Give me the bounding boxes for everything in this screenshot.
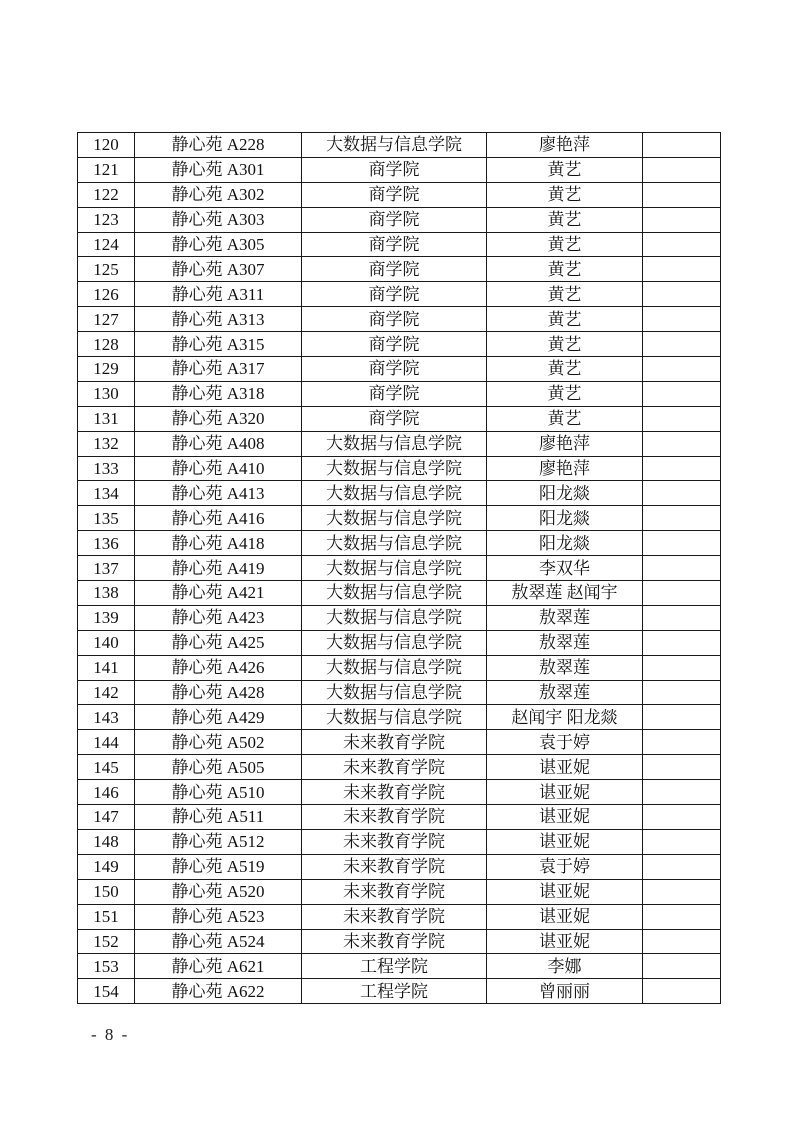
responsible-person-cell: 敖翠莲 <box>487 680 643 705</box>
dorm-room-cell: 静心苑 A621 <box>135 954 302 979</box>
responsible-person-cell: 敖翠莲 <box>487 605 643 630</box>
note-cell <box>643 207 721 232</box>
responsible-person-cell: 黄艺 <box>487 157 643 182</box>
row-number-cell: 152 <box>78 929 135 954</box>
responsible-person-cell: 谌亚妮 <box>487 904 643 929</box>
college-cell: 商学院 <box>302 357 487 382</box>
row-number-cell: 126 <box>78 282 135 307</box>
dorm-room-cell: 静心苑 A511 <box>135 805 302 830</box>
responsible-person-cell: 敖翠莲 <box>487 655 643 680</box>
row-number-cell: 146 <box>78 780 135 805</box>
dorm-room-cell: 静心苑 A429 <box>135 705 302 730</box>
college-cell: 大数据与信息学院 <box>302 680 487 705</box>
dorm-room-cell: 静心苑 A428 <box>135 680 302 705</box>
row-number-cell: 134 <box>78 481 135 506</box>
note-cell <box>643 282 721 307</box>
college-cell: 商学院 <box>302 381 487 406</box>
responsible-person-cell: 廖艳萍 <box>487 133 643 158</box>
dorm-room-cell: 静心苑 A502 <box>135 730 302 755</box>
responsible-person-cell: 谌亚妮 <box>487 805 643 830</box>
table-row <box>78 506 721 531</box>
note-cell <box>643 182 721 207</box>
note-cell <box>643 780 721 805</box>
college-cell: 商学院 <box>302 332 487 357</box>
row-number-cell: 139 <box>78 605 135 630</box>
row-number-cell: 128 <box>78 332 135 357</box>
row-number-cell: 138 <box>78 581 135 606</box>
responsible-person-cell: 黄艺 <box>487 282 643 307</box>
dorm-room-cell: 静心苑 A311 <box>135 282 302 307</box>
row-number-cell: 125 <box>78 257 135 282</box>
responsible-person-cell: 李双华 <box>487 556 643 581</box>
college-cell: 大数据与信息学院 <box>302 655 487 680</box>
table-row <box>78 979 721 1004</box>
college-cell: 未来教育学院 <box>302 730 487 755</box>
dorm-room-cell: 静心苑 A512 <box>135 829 302 854</box>
responsible-person-cell: 袁于婷 <box>487 730 643 755</box>
note-cell <box>643 854 721 879</box>
table-row <box>78 406 721 431</box>
college-cell: 大数据与信息学院 <box>302 556 487 581</box>
row-number-cell: 122 <box>78 182 135 207</box>
note-cell <box>643 929 721 954</box>
dorm-room-cell: 静心苑 A228 <box>135 133 302 158</box>
row-number-cell: 124 <box>78 232 135 257</box>
college-cell: 未来教育学院 <box>302 805 487 830</box>
note-cell <box>643 730 721 755</box>
responsible-person-cell: 黄艺 <box>487 232 643 257</box>
responsible-person-cell: 赵闻宇 阳龙燚 <box>487 705 643 730</box>
table-row <box>78 133 721 158</box>
dorm-room-cell: 静心苑 A519 <box>135 854 302 879</box>
college-cell: 未来教育学院 <box>302 879 487 904</box>
note-cell <box>643 605 721 630</box>
college-cell: 大数据与信息学院 <box>302 630 487 655</box>
note-cell <box>643 357 721 382</box>
college-cell: 商学院 <box>302 182 487 207</box>
dorm-room-cell: 静心苑 A408 <box>135 431 302 456</box>
responsible-person-cell: 黄艺 <box>487 381 643 406</box>
table-row <box>78 904 721 929</box>
college-cell: 未来教育学院 <box>302 780 487 805</box>
dorm-room-cell: 静心苑 A320 <box>135 406 302 431</box>
dorm-room-cell: 静心苑 A520 <box>135 879 302 904</box>
college-cell: 未来教育学院 <box>302 854 487 879</box>
row-number-cell: 142 <box>78 680 135 705</box>
note-cell <box>643 257 721 282</box>
college-cell: 大数据与信息学院 <box>302 531 487 556</box>
row-number-cell: 120 <box>78 133 135 158</box>
row-number-cell: 136 <box>78 531 135 556</box>
dorm-room-cell: 静心苑 A523 <box>135 904 302 929</box>
page-number: - 8 - <box>91 1025 130 1044</box>
table-row <box>78 755 721 780</box>
responsible-person-cell: 黄艺 <box>487 257 643 282</box>
note-cell <box>643 431 721 456</box>
dorm-room-cell: 静心苑 A416 <box>135 506 302 531</box>
table-body <box>78 133 721 1004</box>
table-row <box>78 431 721 456</box>
responsible-person-cell: 曾丽丽 <box>487 979 643 1004</box>
college-cell: 商学院 <box>302 207 487 232</box>
row-number-cell: 151 <box>78 904 135 929</box>
responsible-person-cell: 黄艺 <box>487 207 643 232</box>
table-row <box>78 879 721 904</box>
row-number-cell: 145 <box>78 755 135 780</box>
dorm-room-cell: 静心苑 A418 <box>135 531 302 556</box>
college-cell: 大数据与信息学院 <box>302 481 487 506</box>
responsible-person-cell: 黄艺 <box>487 332 643 357</box>
dorm-room-cell: 静心苑 A426 <box>135 655 302 680</box>
dorm-assignment-table <box>77 132 721 1004</box>
table-row <box>78 307 721 332</box>
table-row <box>78 332 721 357</box>
responsible-person-cell: 谌亚妮 <box>487 879 643 904</box>
table-row <box>78 954 721 979</box>
dorm-room-cell: 静心苑 A622 <box>135 979 302 1004</box>
table-row <box>78 556 721 581</box>
row-number-cell: 137 <box>78 556 135 581</box>
row-number-cell: 135 <box>78 506 135 531</box>
dorm-room-cell: 静心苑 A413 <box>135 481 302 506</box>
responsible-person-cell: 谌亚妮 <box>487 755 643 780</box>
note-cell <box>643 680 721 705</box>
row-number-cell: 147 <box>78 805 135 830</box>
table-row <box>78 157 721 182</box>
row-number-cell: 148 <box>78 829 135 854</box>
dorm-room-cell: 静心苑 A425 <box>135 630 302 655</box>
dorm-room-cell: 静心苑 A419 <box>135 556 302 581</box>
dorm-room-cell: 静心苑 A510 <box>135 780 302 805</box>
dorm-room-cell: 静心苑 A307 <box>135 257 302 282</box>
table-row <box>78 456 721 481</box>
dorm-room-cell: 静心苑 A318 <box>135 381 302 406</box>
table-row <box>78 730 721 755</box>
note-cell <box>643 406 721 431</box>
row-number-cell: 132 <box>78 431 135 456</box>
responsible-person-cell: 廖艳萍 <box>487 456 643 481</box>
table-row <box>78 854 721 879</box>
college-cell: 商学院 <box>302 282 487 307</box>
note-cell <box>643 332 721 357</box>
note-cell <box>643 157 721 182</box>
row-number-cell: 131 <box>78 406 135 431</box>
note-cell <box>643 481 721 506</box>
note-cell <box>643 805 721 830</box>
note-cell <box>643 232 721 257</box>
note-cell <box>643 506 721 531</box>
dorm-room-cell: 静心苑 A301 <box>135 157 302 182</box>
table-row <box>78 381 721 406</box>
responsible-person-cell: 谌亚妮 <box>487 829 643 854</box>
note-cell <box>643 531 721 556</box>
dorm-room-cell: 静心苑 A421 <box>135 581 302 606</box>
table-row <box>78 207 721 232</box>
row-number-cell: 149 <box>78 854 135 879</box>
note-cell <box>643 829 721 854</box>
table-row <box>78 481 721 506</box>
table-row <box>78 780 721 805</box>
responsible-person-cell: 廖艳萍 <box>487 431 643 456</box>
responsible-person-cell: 敖翠莲 <box>487 630 643 655</box>
row-number-cell: 154 <box>78 979 135 1004</box>
note-cell <box>643 556 721 581</box>
row-number-cell: 144 <box>78 730 135 755</box>
dorm-room-cell: 静心苑 A302 <box>135 182 302 207</box>
note-cell <box>643 381 721 406</box>
college-cell: 商学院 <box>302 232 487 257</box>
college-cell: 工程学院 <box>302 954 487 979</box>
table-row <box>78 282 721 307</box>
college-cell: 商学院 <box>302 307 487 332</box>
responsible-person-cell: 阳龙燚 <box>487 531 643 556</box>
table-row <box>78 357 721 382</box>
responsible-person-cell: 谌亚妮 <box>487 780 643 805</box>
row-number-cell: 123 <box>78 207 135 232</box>
college-cell: 未来教育学院 <box>302 929 487 954</box>
table-row <box>78 182 721 207</box>
note-cell <box>643 630 721 655</box>
table-row <box>78 929 721 954</box>
dorm-room-cell: 静心苑 A315 <box>135 332 302 357</box>
row-number-cell: 121 <box>78 157 135 182</box>
note-cell <box>643 755 721 780</box>
college-cell: 工程学院 <box>302 979 487 1004</box>
responsible-person-cell: 黄艺 <box>487 182 643 207</box>
row-number-cell: 141 <box>78 655 135 680</box>
college-cell: 大数据与信息学院 <box>302 456 487 481</box>
row-number-cell: 127 <box>78 307 135 332</box>
responsible-person-cell: 阳龙燚 <box>487 481 643 506</box>
responsible-person-cell: 李娜 <box>487 954 643 979</box>
table-row <box>78 257 721 282</box>
note-cell <box>643 456 721 481</box>
responsible-person-cell: 黄艺 <box>487 357 643 382</box>
responsible-person-cell: 黄艺 <box>487 307 643 332</box>
table-row <box>78 630 721 655</box>
dorm-room-cell: 静心苑 A303 <box>135 207 302 232</box>
dorm-room-cell: 静心苑 A305 <box>135 232 302 257</box>
note-cell <box>643 581 721 606</box>
note-cell <box>643 133 721 158</box>
college-cell: 商学院 <box>302 157 487 182</box>
responsible-person-cell: 黄艺 <box>487 406 643 431</box>
note-cell <box>643 979 721 1004</box>
note-cell <box>643 904 721 929</box>
row-number-cell: 133 <box>78 456 135 481</box>
table-row <box>78 705 721 730</box>
table-row <box>78 805 721 830</box>
table-row <box>78 829 721 854</box>
row-number-cell: 130 <box>78 381 135 406</box>
responsible-person-cell: 谌亚妮 <box>487 929 643 954</box>
table-row <box>78 655 721 680</box>
note-cell <box>643 879 721 904</box>
college-cell: 大数据与信息学院 <box>302 133 487 158</box>
dorm-room-cell: 静心苑 A317 <box>135 357 302 382</box>
note-cell <box>643 705 721 730</box>
note-cell <box>643 954 721 979</box>
dorm-room-cell: 静心苑 A524 <box>135 929 302 954</box>
note-cell <box>643 655 721 680</box>
college-cell: 商学院 <box>302 257 487 282</box>
table-row <box>78 581 721 606</box>
responsible-person-cell: 袁于婷 <box>487 854 643 879</box>
table-row <box>78 680 721 705</box>
responsible-person-cell: 阳龙燚 <box>487 506 643 531</box>
college-cell: 大数据与信息学院 <box>302 431 487 456</box>
table-row <box>78 605 721 630</box>
row-number-cell: 143 <box>78 705 135 730</box>
college-cell: 未来教育学院 <box>302 904 487 929</box>
row-number-cell: 129 <box>78 357 135 382</box>
row-number-cell: 140 <box>78 630 135 655</box>
college-cell: 大数据与信息学院 <box>302 705 487 730</box>
note-cell <box>643 307 721 332</box>
college-cell: 大数据与信息学院 <box>302 581 487 606</box>
dorm-room-cell: 静心苑 A313 <box>135 307 302 332</box>
table-row <box>78 232 721 257</box>
college-cell: 未来教育学院 <box>302 829 487 854</box>
dorm-room-cell: 静心苑 A410 <box>135 456 302 481</box>
college-cell: 大数据与信息学院 <box>302 605 487 630</box>
responsible-person-cell: 敖翠莲 赵闻宇 <box>487 581 643 606</box>
row-number-cell: 153 <box>78 954 135 979</box>
dorm-room-cell: 静心苑 A423 <box>135 605 302 630</box>
row-number-cell: 150 <box>78 879 135 904</box>
dorm-room-cell: 静心苑 A505 <box>135 755 302 780</box>
college-cell: 大数据与信息学院 <box>302 506 487 531</box>
college-cell: 商学院 <box>302 406 487 431</box>
college-cell: 未来教育学院 <box>302 755 487 780</box>
table-row <box>78 531 721 556</box>
